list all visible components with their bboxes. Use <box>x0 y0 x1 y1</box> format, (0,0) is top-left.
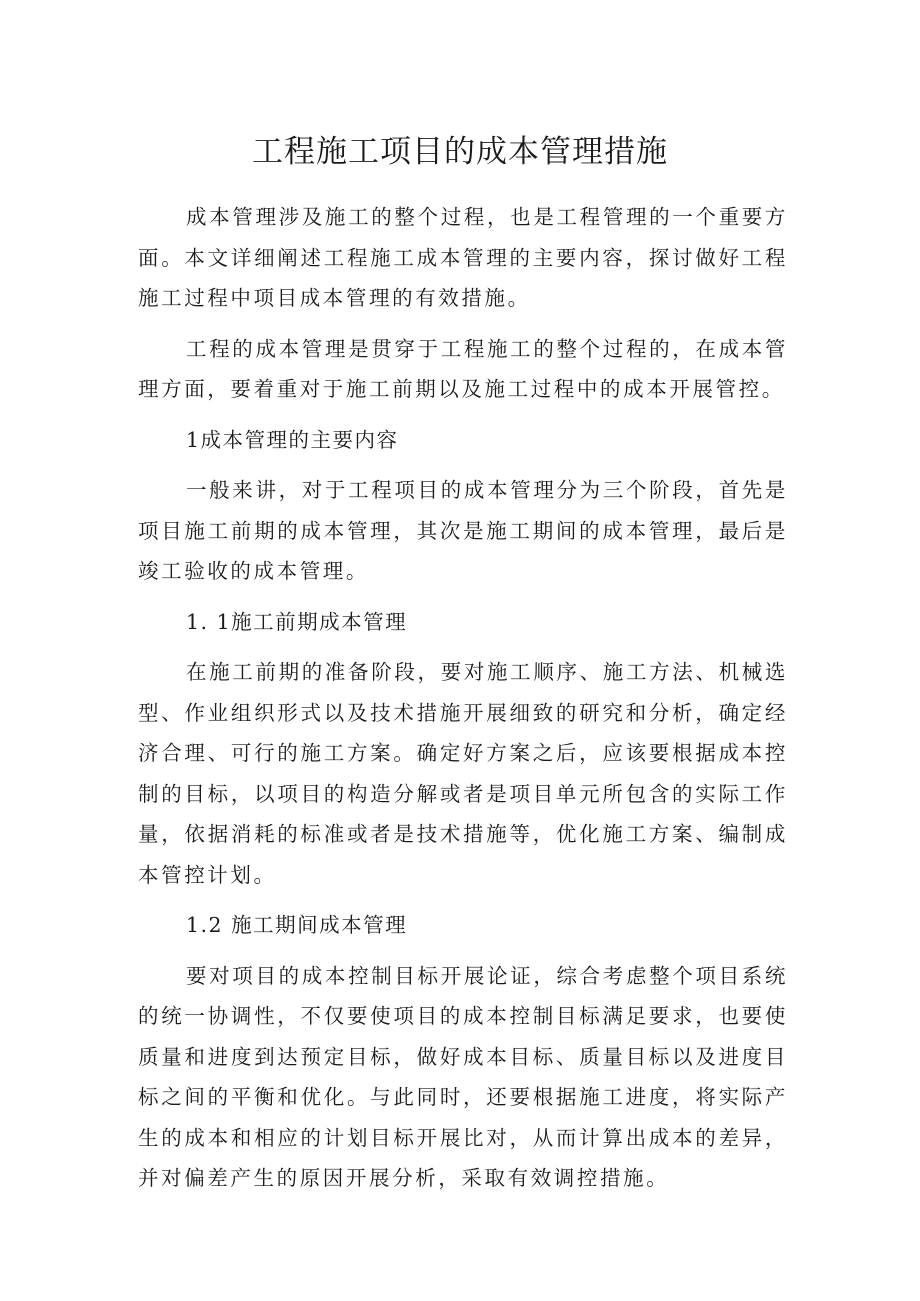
document-title: 工程施工项目的成本管理措施 <box>252 134 668 170</box>
section-heading-1-2: 1.2 施工期间成本管理 <box>186 913 408 937</box>
paragraph-construction-period: 要对项目的成本控制目标开展论证，综合考虑整个项目系统的统一协调性，不仅要使项目的成本控制目标满足要求，也要使质量和进度到达预定目标，做好成本目标、质量目标以及进度目标之间的平衡和优化。与此同时，还要根据施工进度，将实际产生的成本和相应的计划目标开展比对，从而计算出成本的差异，并对偏差产生的原因开展分析，采取有效调控措施。 <box>138 963 788 1190</box>
document-body <box>138 197 788 1209</box>
section-heading-1: 1成本管理的主要内容 <box>186 427 399 452</box>
section-heading-1-1: 1. 1施工前期成本管理 <box>186 609 408 634</box>
paragraph-overview: 工程的成本管理是贯穿于工程施工的整个过程的，在成本管理方面，要着重对于施工前期以及施工过程中的成本开展管控。 <box>138 336 788 401</box>
paragraph-intro: 成本管理涉及施工的整个过程，也是工程管理的一个重要方面。本文详细阐述工程施工成本管理的主要内容，探讨做好工程施工过程中项目成本管理的有效措施。 <box>138 205 788 310</box>
paragraph-stages: 一般来讲，对于工程项目的成本管理分为三个阶段，首先是项目施工前期的成本管理，其次是施工期间的成本管理，最后是竣工验收的成本管理。 <box>138 478 788 583</box>
paragraph-pre-construction: 在施工前期的准备阶段，要对施工顺序、施工方法、机械选型、作业组织形式以及技术措施开展细致的研究和分析，确定经济合理、可行的施工方案。确定好方案之后，应该要根据成本控制的目标，以项目的构造分解或者是项目单元所包含的实际工作量，依据消耗的标准或者是技术措施等，优化施工方案、编制成本管控计划。 <box>138 660 788 887</box>
